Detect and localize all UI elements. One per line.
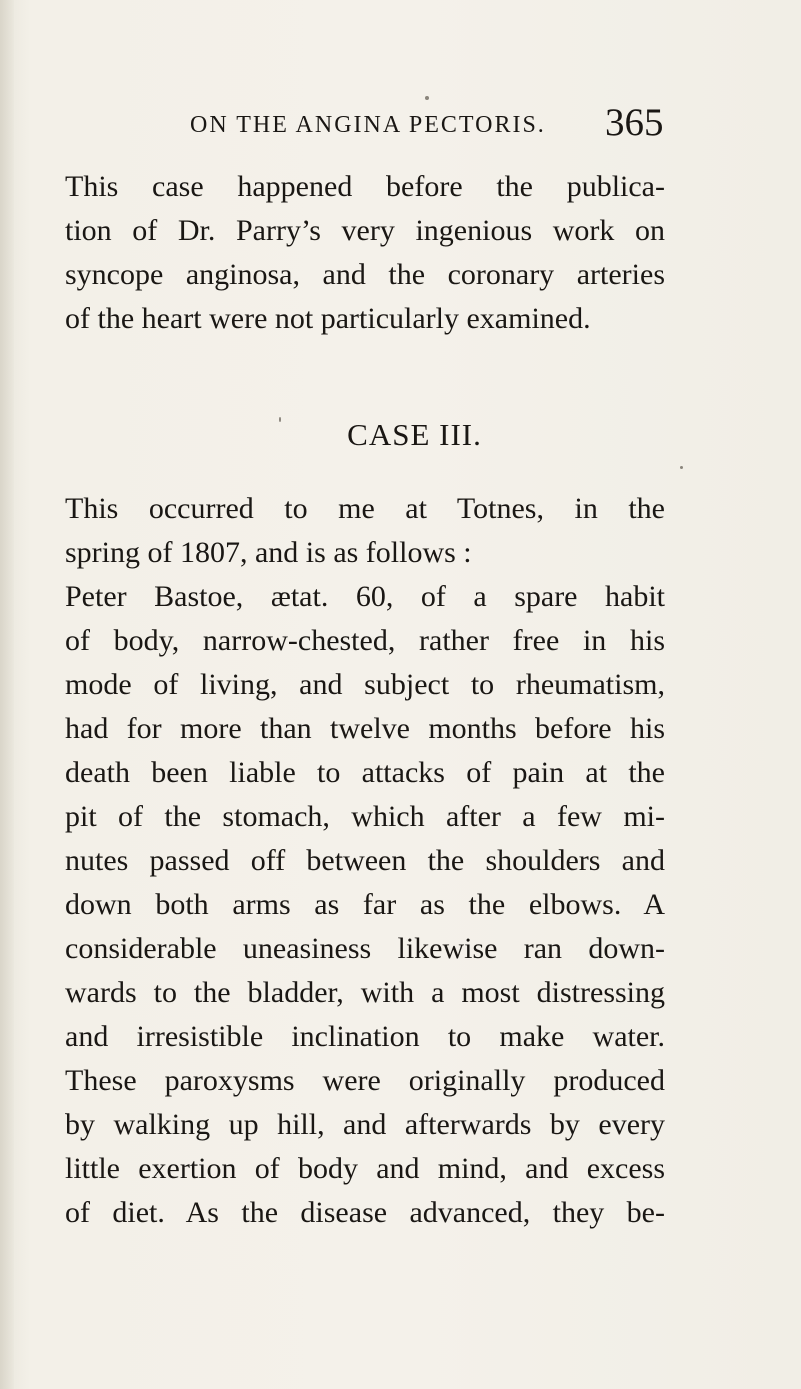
paper-speck	[680, 466, 683, 469]
text-line: tion of Dr. Parry’s very ingenious work on	[65, 214, 665, 247]
page-header	[0, 100, 801, 144]
paragraph-1	[65, 165, 665, 341]
text-line: This case happened before the publica-	[65, 170, 665, 203]
case-heading: CASE III.	[347, 417, 482, 452]
text-line: little exertion of body and mind, and excess	[65, 1152, 665, 1185]
text-line: mode of living, and subject to rheumatism,	[65, 668, 665, 701]
text-line: syncope anginosa, and the coronary arteries	[65, 258, 665, 291]
text-line: wards to the bladder, with a most distressing	[65, 976, 665, 1009]
text-line: of the heart were not particularly examined.	[65, 302, 591, 335]
text-line: death been liable to attacks of pain at the	[65, 756, 665, 789]
running-title: ON THE ANGINA PECTORIS.	[190, 112, 546, 138]
page-gutter	[0, 0, 14, 1389]
text-line: by walking up hill, and afterwards by every	[65, 1108, 665, 1141]
text-line: and irresistible inclination to make water.	[65, 1020, 665, 1053]
text-line: These paroxysms were originally produced	[65, 1064, 665, 1097]
text-line: considerable uneasiness likewise ran down-	[65, 932, 665, 965]
text-line: nutes passed off between the shoulders and	[65, 844, 665, 877]
text-line: of diet. As the disease advanced, they be-	[65, 1196, 665, 1229]
text-line: down both arms as far as the elbows. A	[65, 888, 665, 921]
text-line: pit of the stomach, which after a few mi-	[65, 800, 665, 833]
paragraph-2	[65, 487, 665, 1235]
paper-speck	[425, 96, 429, 100]
page-number: 365	[605, 101, 664, 144]
text-line: spring of 1807, and is as follows :	[65, 536, 472, 569]
text-line: of body, narrow-chested, rather free in his	[65, 624, 665, 657]
text-line: Peter Bastoe, ætat. 60, of a spare habit	[65, 580, 665, 613]
text-line: had for more than twelve months before his	[65, 712, 665, 745]
paper-speck	[279, 417, 281, 422]
text-line: This occurred to me at Totnes, in the	[65, 492, 665, 525]
